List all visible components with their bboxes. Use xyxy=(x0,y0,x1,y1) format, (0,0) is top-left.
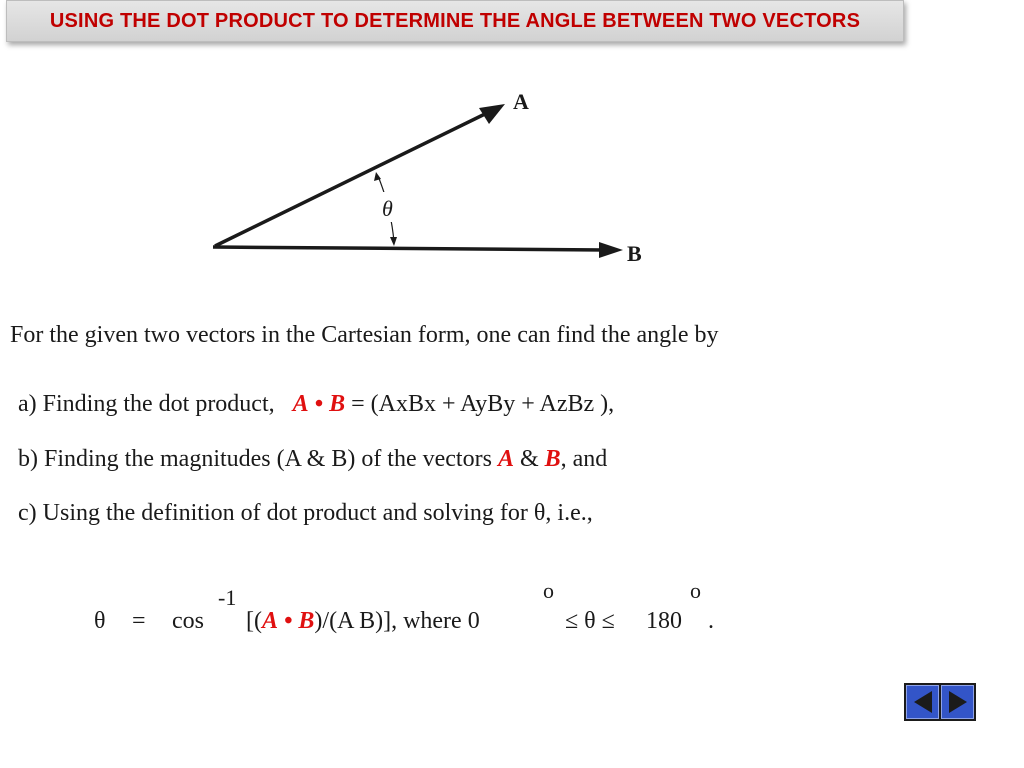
step-b-vector-a: A xyxy=(497,446,514,472)
formula-cos: cos xyxy=(172,608,204,634)
vector-b-arrowhead xyxy=(599,242,623,258)
formula-degree-2: o xyxy=(690,578,701,603)
slide-navigation xyxy=(904,683,976,721)
formula-rest: )/(A B)], where 0 xyxy=(314,608,480,634)
previous-slide-button[interactable] xyxy=(906,685,939,719)
triangle-left-icon xyxy=(911,688,935,716)
step-a xyxy=(18,391,614,418)
intro-text: For the given two vectors in the Cartesian form, one can find the angle by xyxy=(10,322,719,348)
formula-leq: ≤ θ ≤ xyxy=(565,608,615,634)
vector-a-label: A xyxy=(513,89,529,114)
formula-180: 180 xyxy=(646,608,682,634)
vector-b-label: B xyxy=(627,241,642,266)
step-a-dot: • xyxy=(314,391,324,417)
step-a-prefix: a) Finding the dot product, xyxy=(18,391,275,417)
formula-vector-a: A xyxy=(261,608,278,634)
vector-b-line xyxy=(213,247,605,250)
step-a-vector-b: B xyxy=(329,391,346,417)
formula-equals: = xyxy=(132,608,146,634)
step-b-prefix: b) Finding the magnitudes (A & B) of the vectors xyxy=(18,446,492,472)
formula-expression xyxy=(246,608,480,635)
next-slide-button[interactable] xyxy=(941,685,974,719)
formula-dot: • xyxy=(284,608,293,634)
step-b-amp: & xyxy=(519,446,539,472)
formula-theta: θ xyxy=(94,608,106,634)
vector-diagram xyxy=(195,80,675,280)
formula-period: . xyxy=(708,608,714,634)
vector-a-line xyxy=(215,113,487,246)
step-b xyxy=(18,446,607,473)
step-c: c) Using the definition of dot product and solving for θ, i.e., xyxy=(18,500,593,526)
angle-label: θ xyxy=(382,196,393,221)
step-b-vector-b: B xyxy=(544,446,561,472)
angle-arrow-bottom xyxy=(390,237,397,246)
step-b-suffix: , and xyxy=(560,446,608,472)
triangle-right-icon xyxy=(946,688,970,716)
formula-exponent: -1 xyxy=(218,585,237,610)
step-a-suffix: = (AxBx + AyBy + AzBz ), xyxy=(351,391,615,417)
step-a-vector-a: A xyxy=(292,391,309,417)
formula-open: [( xyxy=(246,608,262,634)
slide-title-bar xyxy=(6,0,904,42)
formula-degree-1: o xyxy=(543,578,554,603)
formula-vector-b: B xyxy=(298,608,315,634)
vector-a-arrowhead xyxy=(479,104,505,124)
slide-title: USING THE DOT PRODUCT TO DETERMINE THE ANGLE BETWEEN TWO VECTORS xyxy=(49,9,861,32)
